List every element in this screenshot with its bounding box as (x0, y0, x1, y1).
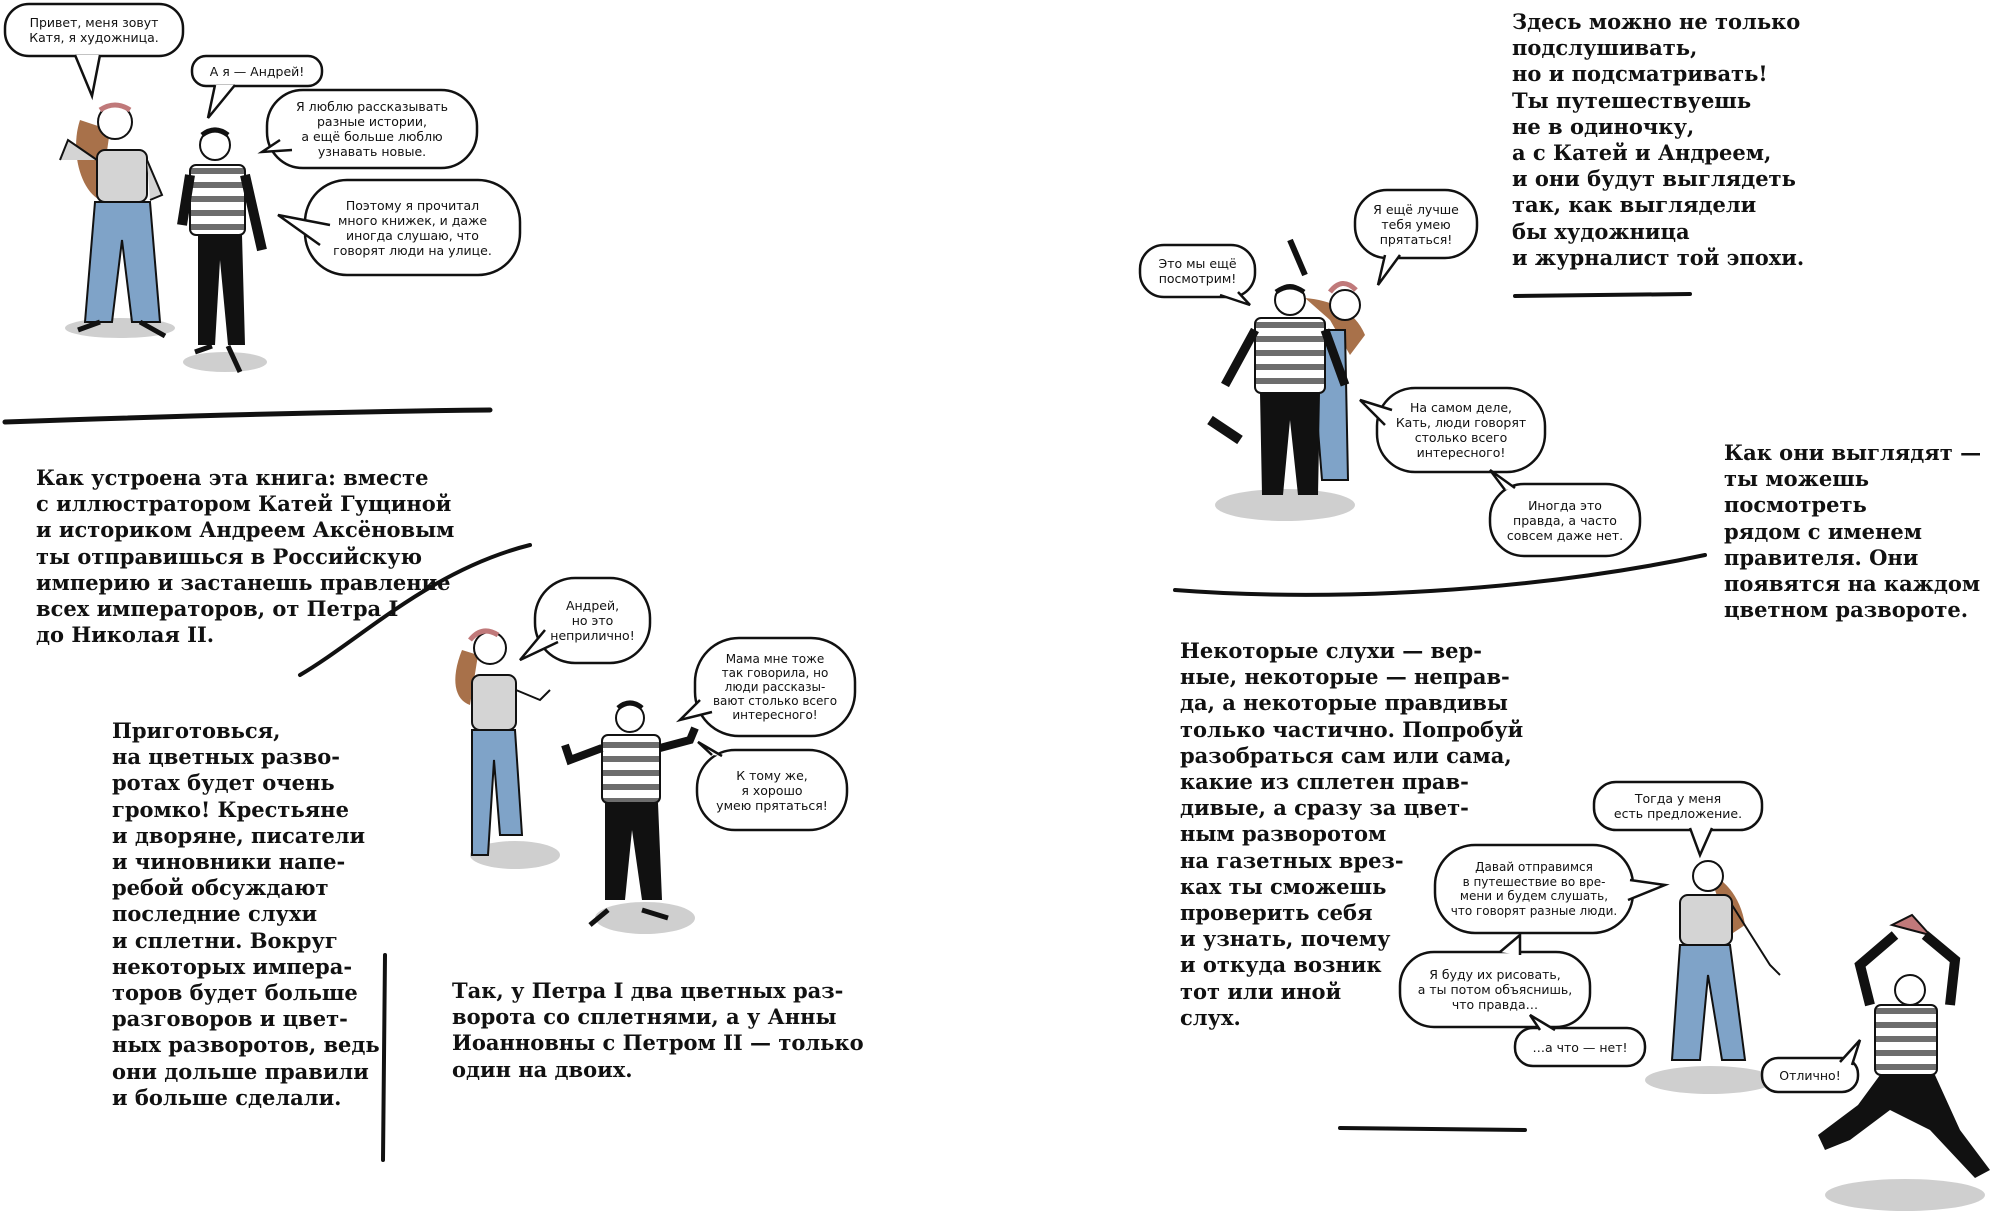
bubble-travel: Давай отправимся в путешествие во вре- мени и будем слушать, что говорят разные люди. (1450, 860, 1618, 918)
divider-stroke-5 (1175, 555, 1705, 595)
figure-katya-4 (1645, 861, 1780, 1094)
divider-stroke-4 (1515, 294, 1690, 296)
bubble-great: Отлично! (1779, 1067, 1841, 1083)
bubble-katya-intro: Привет, меня зовут Катя, я художница. (29, 15, 159, 45)
paragraph-peter: Так, у Петра I два цветных раз- ворота со сплетнями, а у Анны Иоанновны с Петром II — только один на двоих. (452, 978, 864, 1082)
bubble-andrey-stories: Я люблю рассказывать разные истории, а ещё больше люблю узнавать новые. (295, 99, 449, 159)
bubble-andrey-hide: К тому же, я хорошо умею прятаться! (716, 767, 828, 813)
bubble-andrey-books: Поэтому я прочитал много книжек, и даже иногда слушаю, что говорят люди на улице. (333, 197, 492, 258)
paragraph-look: Как они выглядят — ты можешь посмотреть рядом с именем правителя. Они появятся на каждом цветном развороте. (1724, 440, 1982, 623)
bubble-andrey-intro: А я — Андрей! (209, 63, 305, 79)
figure-katya-1 (60, 105, 175, 338)
divider-stroke-3 (383, 955, 385, 1160)
bubble-offer: Тогда у меня есть предложение. (1613, 791, 1743, 821)
bubble-hide-better: Я ещё лучше тебя умею прятаться! (1373, 201, 1459, 247)
bubble-andrey-mom: Мама мне тоже так говорила, но люди рассказы- вают столько всего интересного! (712, 652, 838, 722)
divider-stroke-6 (1340, 1128, 1525, 1130)
paragraph-how-book: Как устроена эта книга: вместе с иллюстратором Катей Гущиной и историком Андреем Аксёновым ты отправишься в Российскую империю и застанешь правление всех императоров, от Петра I до Николая II. (36, 465, 455, 648)
bubble-actually: На самом деле, Кать, люди говорят столько всего интересного! (1395, 400, 1527, 460)
divider-stroke-1 (5, 410, 490, 422)
bubble-what-not: …а что — нет! (1532, 1039, 1628, 1055)
bubble-sometimes: Иногда это правда, а часто совсем даже нет. (1506, 497, 1624, 543)
paragraph-rumors: Некоторые слухи — вер- ные, некоторые — неправ- да, а некоторые правдивы только частично. Попробуй разобраться сам или сама, какие из сплетен прав- дивые, а сразу за цвет- ным разворотом на газетных врез- ках ты сможешь проверить себя и узнать, почему и откуда возник тот или иной слух. (1180, 638, 1524, 1030)
paragraph-prepare: Приготовься, на цветных разво- ротах будет очень громко! Крестьяне и дворяне, писатели и чиновники напе- ребой обсуждают последние слухи и сплетни. Вокруг некоторых импера- торов будет больше разговоров и цвет- ных разворотов, ведь они дольше правили и больше сделали. (112, 718, 380, 1110)
paragraph-peek: Здесь можно не только подслушивать, но и подсматривать! Ты путешествуешь не в одиночку, а с Катей и Андреем, и они будут выглядеть так, как выглядели бы художница и журналист той эпохи. (1512, 9, 1805, 270)
bubble-draw: Я буду их рисовать, а ты потом объяснишь, что правда… (1417, 967, 1573, 1012)
bubble-we-will-see: Это мы ещё посмотрим! (1158, 256, 1237, 286)
figure-andrey-1 (182, 130, 267, 372)
figure-katya-2 (455, 631, 560, 869)
figure-andrey-2 (565, 703, 695, 934)
bubble-katya-indecent: Андрей, но это неприлично! (550, 598, 635, 643)
